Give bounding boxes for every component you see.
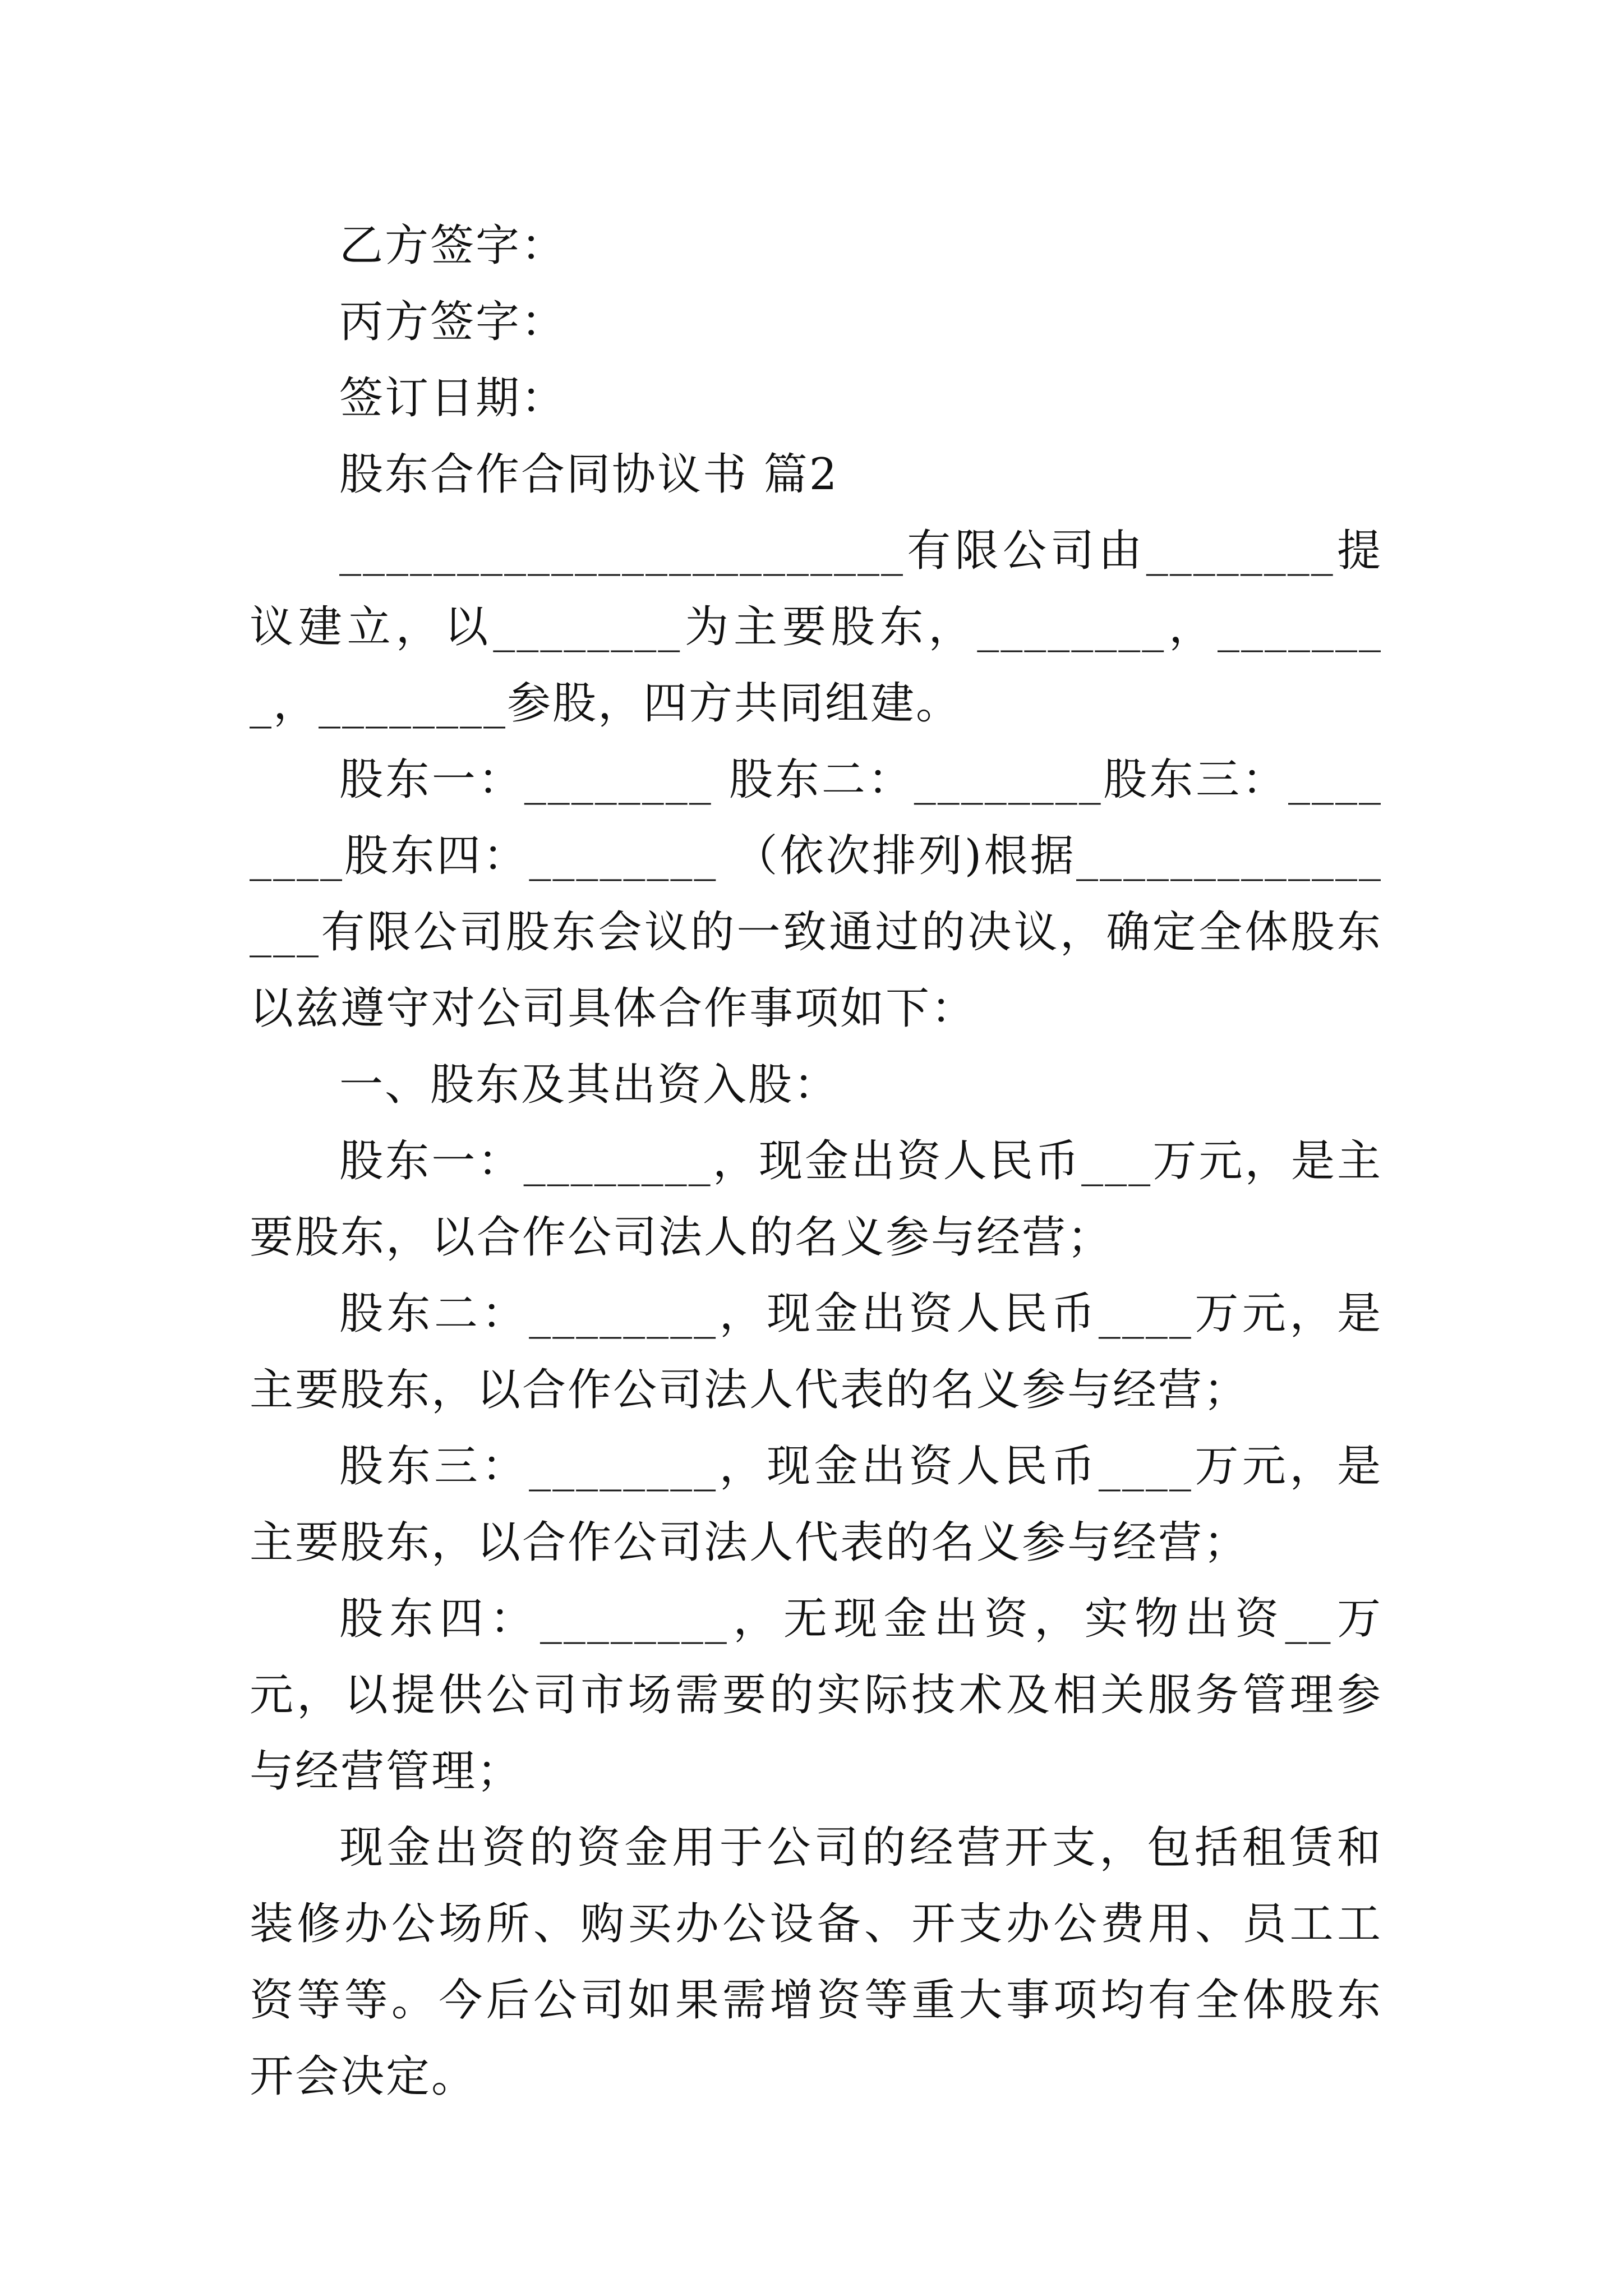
- document-body: [250, 208, 1382, 2115]
- shareholder-three-clause: 股东三：________，现金出资人民币____万元，是主要股东，以合作公司法人代表的名义参与经营；: [250, 1441, 1382, 1568]
- signing-date-line: 签订日期：: [339, 373, 567, 424]
- signature-line-party-b: 乙方签字：: [339, 220, 567, 271]
- section-title: 股东合作合同协议书 篇2: [339, 449, 839, 500]
- paragraph-cash-usage: 现金出资的资金用于公司的经营开支，包括租赁和装修办公场所、购买办公设备、开支办公费用、员工工资等等。今后公司如果需增资等重大事项均有全体股东开会决定。: [250, 1823, 1382, 2102]
- paragraph-company-founding: ________________________有限公司由________提议建立，以________为主要股东，________，________，________参股，四方共同组建。: [250, 526, 1382, 729]
- signature-line-party-c: 丙方签字：: [339, 297, 567, 347]
- shareholder-one-clause: 股东一：________，现金出资人民币___万元，是主要股东，以合作公司法人的名义参与经营；: [250, 1136, 1382, 1263]
- shareholder-two-clause: 股东二：________，现金出资人民币____万元，是主要股东，以合作公司法人代表的名义参与经营；: [250, 1289, 1382, 1415]
- clause-heading-contribution: 一、股东及其出资入股：: [339, 1060, 840, 1110]
- paragraph-shareholders-list: 股东一：________ 股东二：________股东三：________股东四：________ （依次排列)根据________________有限公司股东会议的一致通过的决议，确定全体股东以兹遵守对公司具体合作事项如下：: [250, 754, 1382, 1034]
- shareholder-four-clause: 股东四：________，无现金出资，实物出资__万元，以提供公司市场需要的实际技术及相关服务管理参与经营管理；: [250, 1594, 1382, 1797]
